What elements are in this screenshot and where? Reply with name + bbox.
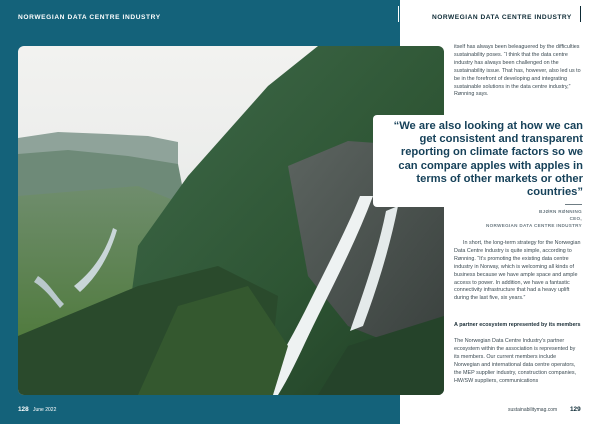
right-page-number: 129 xyxy=(570,406,581,413)
quote-attribution-title: CEO, xyxy=(569,216,582,221)
magazine-url: sustainabilitymag.com xyxy=(508,407,558,413)
body-paragraph-ecosystem: The Norwegian Data Centre Industry’s partner ecosystem within the association is represented by its members. Our current members include Norwegian and international data centre operators, the MEP supplier industry, construction companies, HW/SW suppliers, communications xyxy=(454,338,577,384)
left-header-divider xyxy=(398,6,399,22)
right-header-divider xyxy=(580,6,581,22)
body-paragraph-strategy: In short, the long-term strategy for the Norwegian Data Centre Industry is quite simple, according to Rønning. “It’s promoting the existing data centre industry in Norway, which is welcoming all kinds of business because we have ample space and ample access to power. In addition, we have a fantastic connectivity infrastructure that had a heavy uplift during the last five, six years.” xyxy=(454,240,581,302)
right-page-header: NORWEGIAN DATA CENTRE INDUSTRY xyxy=(432,14,572,21)
section-subheading: A partner ecosystem represented by its members xyxy=(454,322,581,328)
quote-attribution-org: NORWEGIAN DATA CENTRE INDUSTRY xyxy=(486,223,582,228)
left-page-header: NORWEGIAN DATA CENTRE INDUSTRY xyxy=(18,14,161,21)
pull-quote: “We are also looking at how we can get consistent and transparent reporting on climate factors so we can compare apples with apples in terms of other markets or other countries” xyxy=(393,120,583,199)
quote-divider xyxy=(565,204,582,205)
issue-date: June 2022 xyxy=(33,407,57,413)
waterfall-landscape-photo xyxy=(18,46,444,395)
intro-paragraph: itself has always been beleaguered by the difficulties sustainability poses. “I think that the data centre industry has always been challenged on the sustainability issue. That has, however, also led us to be in the forefront of developing and integrating sustainable solutions in the data centre industry,” Rønning says. xyxy=(454,44,581,98)
left-page-number: 128 xyxy=(18,406,29,413)
quote-attribution-name: BJØRN RØNNING xyxy=(539,209,582,214)
